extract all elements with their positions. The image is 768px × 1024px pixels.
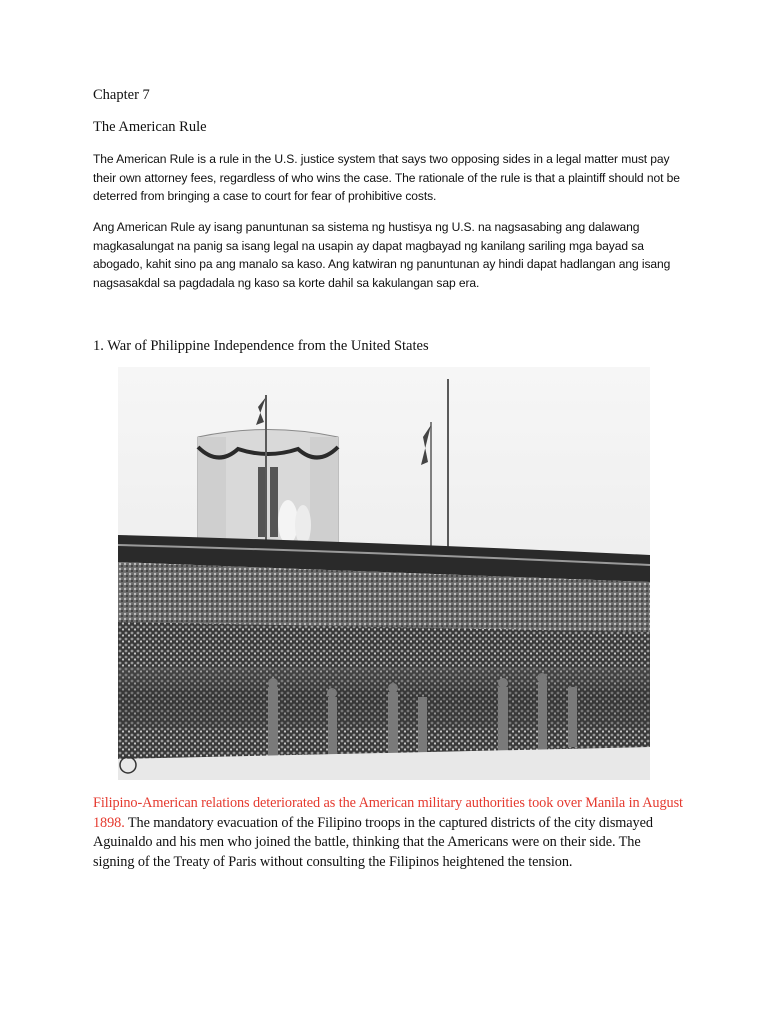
caption-paragraph [93, 794, 683, 872]
section-heading: 1. War of Philippine Independence from the United States [93, 338, 429, 354]
caption-highlight: Filipino-American relations deteriorated as the American military authorities took over Manila in August 1898. [93, 795, 683, 831]
photo-illustration [118, 367, 650, 780]
chapter-label: Chapter 7 [93, 87, 150, 103]
monument [198, 430, 338, 546]
caption-body: The mandatory evacuation of the Filipino troops in the captured districts of the city dismayed Aguinaldo and his men who joined the battle, thinking that the Americans were on their side. The signing of the Treaty of Paris without consulting the Filipinos heightened the tension. [93, 814, 653, 870]
paragraph-tagalog: Ang American Rule ay isang panuntunan sa sistema ng hustisya ng U.S. na nagsasabing ang dalawang magkasalungat na panig sa isang legal na usapin ay dapat magbayad ng kanilang sariling mga bayad sa abogado, kahit sino pa ang manalo sa kaso. Ang katwiran ng panuntunan ay hindi dapat hadlangan ang isang nagsasakdal sa pagdadala ng kaso sa korte dahil sa kakulangan sap era. [93, 220, 671, 290]
paragraph-english: The American Rule is a rule in the U.S. justice system that says two opposing sides in a legal matter must pay their own attorney fees, regardless of who wins the case. The rationale of the rule is that a plaintiff should not be deterred from bringing a case to court for fear of prohibitive costs. [93, 152, 680, 204]
historical-photo [118, 367, 650, 780]
page-title: The American Rule [93, 119, 207, 135]
